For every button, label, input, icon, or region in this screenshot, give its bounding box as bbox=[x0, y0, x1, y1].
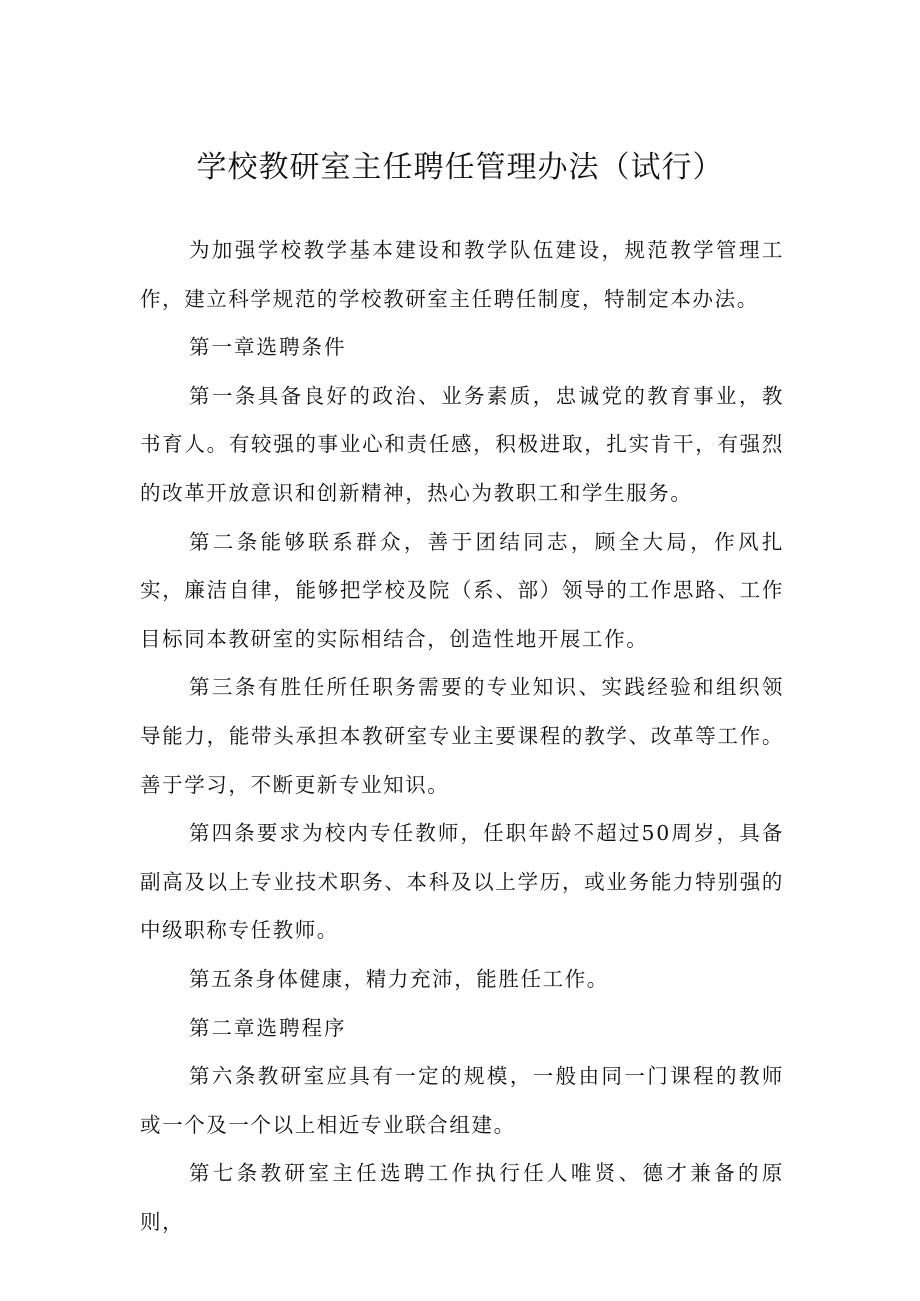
article-paragraph: 第三条有胜任所任职务需要的专业知识、实践经验和组织领导能力，能带头承担本教研室专业主要课程的教学、改革等工作。善于学习，不断更新专业知识。 bbox=[140, 675, 784, 797]
article-paragraph: 第六条教研室应具有一定的规模，一般由同一门课程的教师或一个及一个以上相近专业联合组建。 bbox=[140, 1064, 784, 1137]
paragraph-intro: 为加强学校教学基本建设和教学队伍建设，规范教学管理工作，建立科学规范的学校教研室主任聘任制度，特制定本办法。 bbox=[140, 238, 784, 311]
chapter-heading: 第一章选聘条件 bbox=[189, 335, 347, 360]
article-paragraph: 第二条能够联系群众，善于团结同志，顾全大局，作风扎实，廉洁自律，能够把学校及院（系、部）领导的工作思路、工作目标同本教研室的实际相结合，创造性地开展工作。 bbox=[140, 529, 784, 651]
document-title: 学校教研室主任聘任管理办法（试行） bbox=[196, 150, 724, 185]
chapter-heading: 第二章选聘程序 bbox=[189, 1015, 347, 1040]
article-paragraph: 第四条要求为校内专任教师，任职年龄不超过50周岁，具备副高及以上专业技术职务、本科及以上学历，或业务能力特别强的中级职称专任教师。 bbox=[140, 821, 784, 943]
article-paragraph: 第五条身体健康，精力充沛，能胜任工作。 bbox=[189, 966, 609, 991]
article-paragraph: 第七条教研室主任选聘工作执行任人唯贤、德才兼备的原则， bbox=[140, 1161, 784, 1234]
document-body bbox=[140, 226, 784, 1246]
article-paragraph: 第一条具备良好的政治、业务素质，忠诚党的教育事业，教书育人。有较强的事业心和责任感，积极进取，扎实肯干，有强烈的改革开放意识和创新精神，热心为教职工和学生服务。 bbox=[140, 383, 784, 505]
